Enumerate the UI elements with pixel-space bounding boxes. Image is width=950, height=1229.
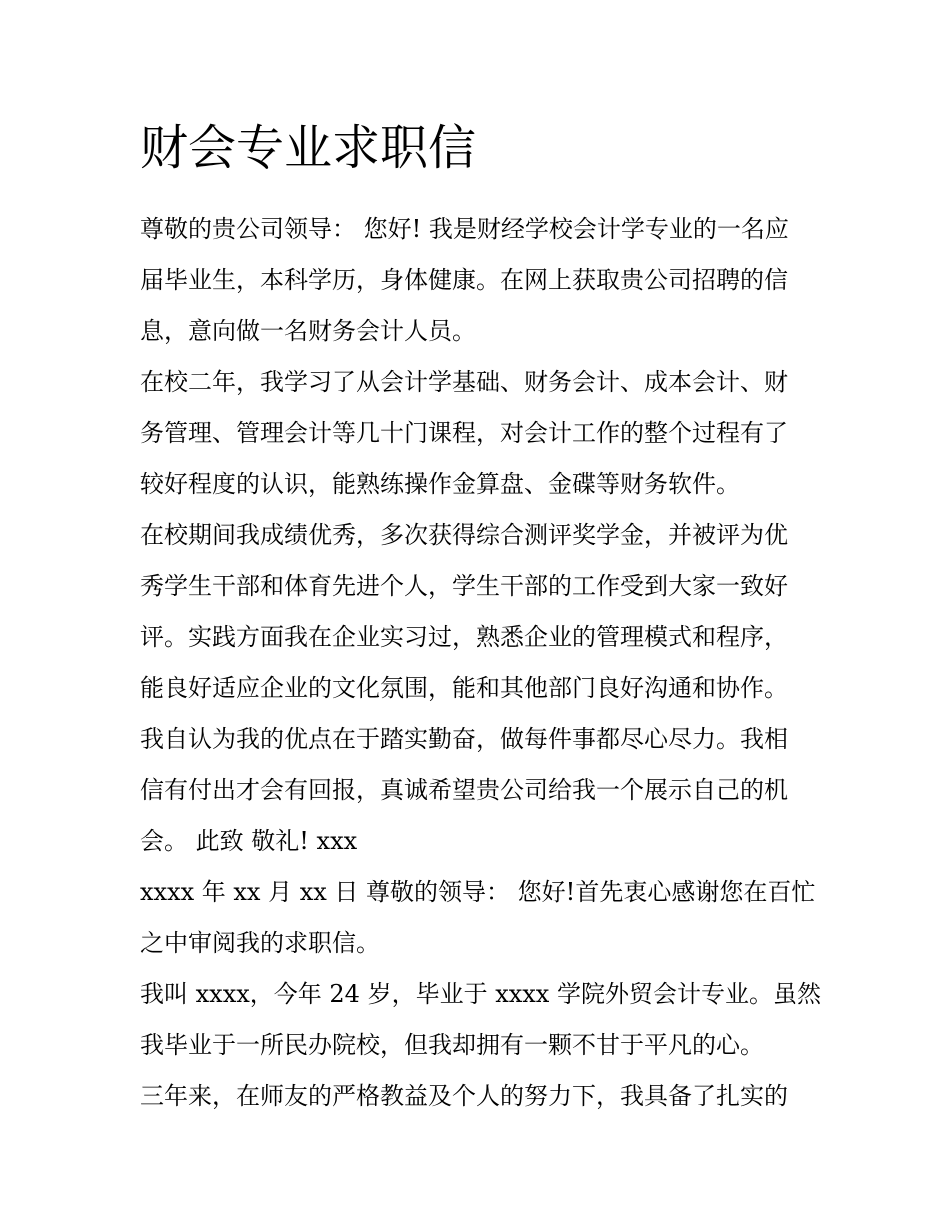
text-line: 之中审阅我的求职信。	[140, 929, 380, 957]
text-line: 能良好适应企业的文化氛围，能和其他部门良好沟通和协作。	[140, 674, 788, 702]
paragraph-studies	[140, 357, 830, 510]
text-line: 评。实践方面我在企业实习过，熟悉企业的管理模式和程序，	[140, 623, 788, 651]
paragraph-second-letter-opening	[140, 867, 830, 969]
text-line: 会。 此致 敬礼! xxx	[140, 827, 358, 855]
document-body	[140, 204, 830, 1122]
document-title: 财会专业求职信	[140, 120, 477, 176]
text-line: 秀学生干部和体育先进个人，学生干部的工作受到大家一致好	[140, 572, 788, 600]
paragraph-three-years	[140, 1071, 830, 1122]
paragraph-greeting	[140, 204, 830, 357]
paragraph-introduction	[140, 969, 830, 1071]
text-line: 务管理、管理会计等几十门课程，对会计工作的整个过程有了	[140, 419, 788, 447]
text-line: 届毕业生，本科学历，身体健康。在网上获取贵公司招聘的信	[140, 266, 788, 294]
text-line: 信有付出才会有回报，真诚希望贵公司给我一个展示自己的机	[140, 776, 788, 804]
text-line: 三年来，在师友的严格教益及个人的努力下，我具备了扎实的	[140, 1082, 788, 1110]
text-line: 在校二年，我学习了从会计学基础、财务会计、成本会计、财	[140, 368, 788, 396]
text-line: 我自认为我的优点在于踏实勤奋，做每件事都尽心尽力。我相	[140, 725, 788, 753]
text-line: 较好程度的认识，能熟练操作金算盘、金碟等财务软件。	[140, 470, 740, 498]
paragraph-achievements	[140, 510, 830, 714]
text-line: 我毕业于一所民办院校，但我却拥有一颗不甘于平凡的心。	[140, 1031, 764, 1059]
paragraph-strengths-closing	[140, 714, 830, 867]
text-line: 我叫 xxxx，今年 24 岁，毕业于 xxxx 学院外贸会计专业。虽然	[140, 980, 821, 1008]
text-line: 在校期间我成绩优秀，多次获得综合测评奖学金，并被评为优	[140, 521, 788, 549]
text-line: xxxx 年 xx 月 xx 日 尊敬的领导： 您好!首先衷心感谢您在百忙	[140, 878, 816, 906]
text-line: 尊敬的贵公司领导： 您好! 我是财经学校会计学专业的一名应	[140, 215, 789, 243]
text-line: 息，意向做一名财务会计人员。	[140, 317, 476, 345]
